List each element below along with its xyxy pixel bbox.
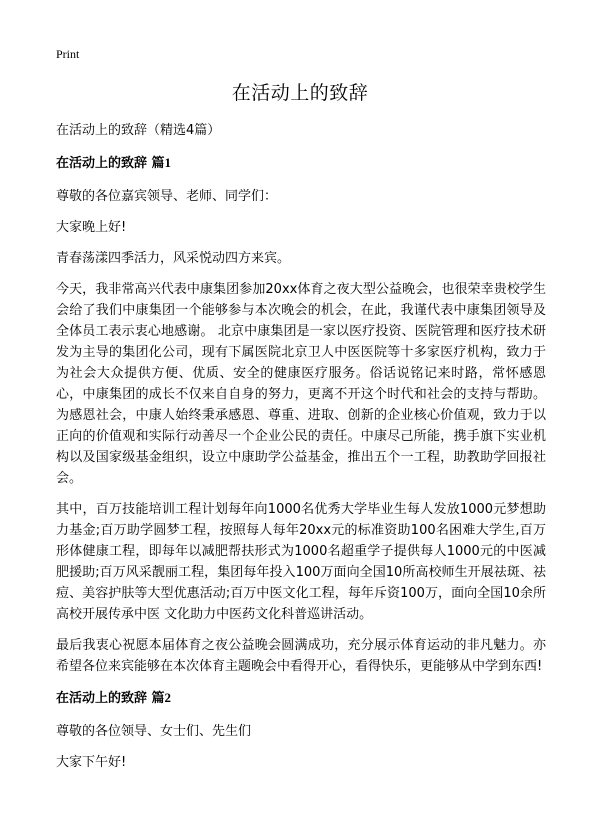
page-title: 在活动上的致辞 [231,82,369,104]
paragraph-closing: 最后我衷心祝愿本届体育之夜公益晚会圆满成功，充分展示体育运动的非凡魅力。亦希望各位来宾能够在本次体育主题晚会中看得开心，看得快乐，更能够从中学到东西! [56,638,546,674]
paragraph-body-2: 其中，百万技能培训工程计划每年向1000名优秀大学毕业生每人发放1000元梦想助力基金;百万助学圆梦工程，按照每人每年20xx元的标准资助100名困难大学生,百万形体健康工程，即每年以减肥帮扶形式为1000名超重学子提供每人1000元的中医减肥援助;百万风采靓丽工程，集团每年投入100万面向全国10所高校师生开展祛斑、祛痘、美容护肤等大型优惠活动;百万中医文化工程，每年斥资100万，面向全国10余所高校开展传承中医 文化助力中医药文化科普巡讲活动。 [56,502,546,622]
section-heading-text: 在活动上的致辞 篇 [56,691,165,706]
paragraph-salutation: 尊敬的各位嘉宾领导、老师、同学们： [56,189,278,204]
paragraph-salutation: 尊敬的各位领导、女士们、先生们 [56,724,252,739]
section-heading-number: 1 [164,155,172,170]
paragraph-greeting: 大家下午好! [56,755,127,770]
section-heading-text: 在活动上的致辞 篇 [56,156,165,171]
section-heading-2 [56,687,546,709]
section-heading-1 [56,152,546,174]
document-subtitle: 在活动上的致辞（精选4篇） [56,123,221,138]
print-link[interactable]: Print [56,47,80,61]
paragraph-body-1: 今天，我非常高兴代表中康集团参加20xx体育之夜大型公益晚会，也很荣幸贵校学生会给了我们中康集团一个能够参与本次晚会的机会，在此，我谨代表中康集团领导及全体员工表示衷心地感谢。 北京中康集团是一家以医疗投资、医院管理和医疗技术研发为主导的集团化公司，现有下属医院北京卫人中医医院等十多家医疗机构，致力于为社会大众提供方便、优质、安全的健康医疗服务。俗话说铭记来时路，常怀感恩心，中康集团的成长不仅来自自身的努力，更离不开这个时代和社会的支持与帮助。为感恩社会，中康人始终秉承感恩、尊重、进取、创新的企业核心价值观，致力于以正向的价值观和实际行动善尽一个企业公民的责任。中康尽己所能，携手旗下实业机构以及国家级基金组织，设立中康助学公益基金，推出五个一工程，助教助学回报社会。 [56,282,546,486]
paragraph-greeting: 大家晚上好! [56,220,127,235]
paragraph-intro: 青春荡漾四季活力，风采悦动四方来宾。 [56,251,291,266]
section-heading-number: 2 [164,690,172,705]
document-body [56,120,546,783]
